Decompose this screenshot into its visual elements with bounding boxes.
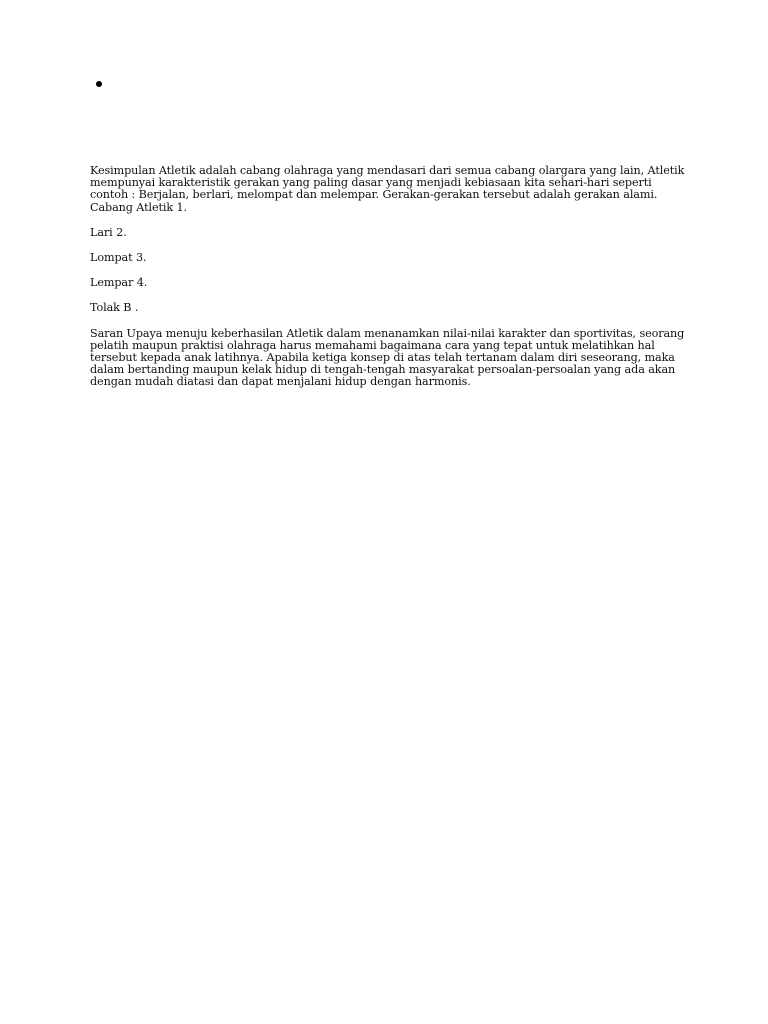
paragraph-tolak: Tolak B .	[90, 301, 139, 315]
paragraph-kesimpulan: Kesimpulan Atletik adalah cabang olahraga yang mendasari dari semua cabang olargara yang lain, Atletik mempunyai karakteristik gerakan yang paling dasar yang menjadi kebiasaan kita sehari-hari seperti contoh : Berjalan, berlari, melompat dan melempar. Gerakan-gerakan tersebut adalah gerakan alami. Cabang Atletik 1.	[90, 164, 685, 214]
paragraph-saran: Saran Upaya menuju keberhasilan Atletik dalam menanamkan nilai-nilai karakter dan sportivitas, seorang pelatih maupun praktisi olahraga harus memahami bagaimana cara yang tepat untuk melatihkan hal tersebut kepada anak latihnya. Apabila ketiga konsep di atas telah tertanam dalam diri seseorang, maka dalam bertanding maupun kelak hidup di tengah-tengah masyarakat persoalan-persoalan yang ada akan dengan mudah diatasi dan dapat menjalani hidup dengan harmonis.	[90, 326, 685, 389]
paragraph-lempar: Lempar 4.	[90, 276, 148, 290]
document-body	[90, 165, 688, 402]
bullet-marker	[96, 81, 102, 87]
paragraph-lompat: Lompat 3.	[90, 251, 147, 265]
paragraph-lari: Lari 2.	[90, 225, 127, 239]
